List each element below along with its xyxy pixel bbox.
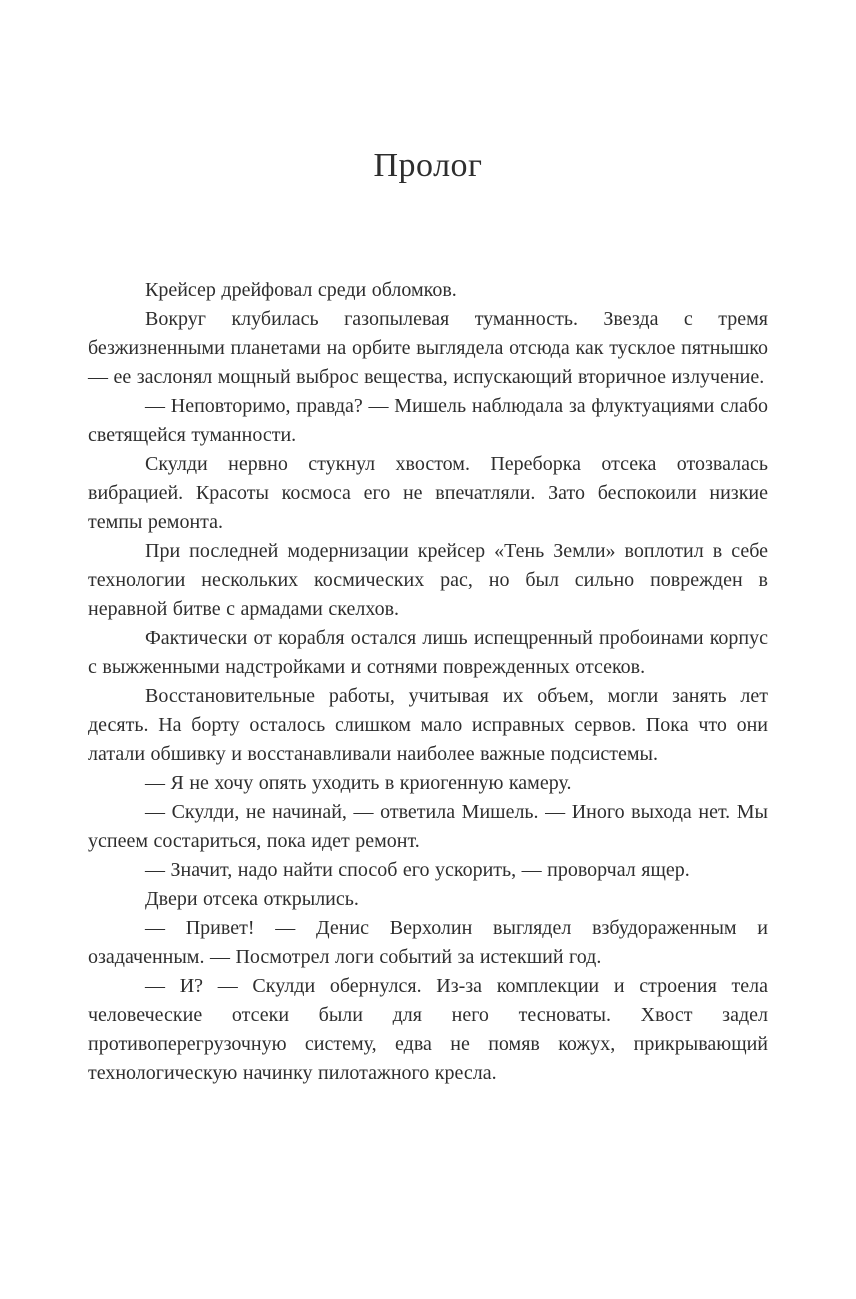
chapter-body	[88, 276, 768, 1088]
paragraph: — Значит, надо найти способ его ускорить, — проворчал ящер.	[145, 859, 690, 881]
paragraph: Восстановительные работы, учитывая их объем, могли занять лет десять. На борту осталось слишком мало исправных сервов. Пока что они латали обшивку и восстанавливали наиболее важные подсистемы.	[88, 685, 768, 765]
paragraph: Крейсер дрейфовал среди обломков.	[145, 279, 457, 301]
paragraph: — Привет! — Денис Верхолин выглядел взбудораженным и озадаченным. — Посмотрел логи событий за истекший год.	[88, 917, 768, 968]
chapter-title: Пролог	[373, 147, 483, 184]
paragraph: Скулди нервно стукнул хвостом. Переборка отсека отозвалась вибрацией. Красоты космоса его не впечатляли. Зато беспокоили низкие темпы ремонта.	[88, 453, 768, 533]
paragraph: Фактически от корабля остался лишь испещренный пробоинами корпус с выжженными надстройками и сотнями поврежденных отсеков.	[88, 627, 768, 678]
paragraph: — Скулди, не начинай, — ответила Мишель. — Иного выхода нет. Мы успеем состариться, пока идет ремонт.	[88, 801, 768, 852]
paragraph: Вокруг клубилась газопылевая туманность. Звезда с тремя безжизненными планетами на орбите выглядела отсюда как тусклое пятнышко — ее заслонял мощный выброс вещества, испускающий вторичное излучение.	[88, 308, 768, 388]
paragraph: При последней модернизации крейсер «Тень Земли» воплотил в себе технологии нескольких космических рас, но был сильно поврежден в неравной битве с армадами скелхов.	[88, 540, 768, 620]
paragraph: — Неповторимо, правда? — Мишель наблюдала за флуктуациями слабо светящейся туманности.	[88, 395, 768, 446]
paragraph: Двери отсека открылись.	[145, 888, 359, 910]
paragraph: — Я не хочу опять уходить в криогенную камеру.	[145, 772, 572, 794]
paragraph: — И? — Скулди обернулся. Из-за комплекции и строения тела человеческие отсеки были для него тесноваты. Хвост задел противоперегрузочную систему, едва не помяв кожух, прикрывающий технологическую начинку пилотажного кресла.	[88, 975, 768, 1084]
